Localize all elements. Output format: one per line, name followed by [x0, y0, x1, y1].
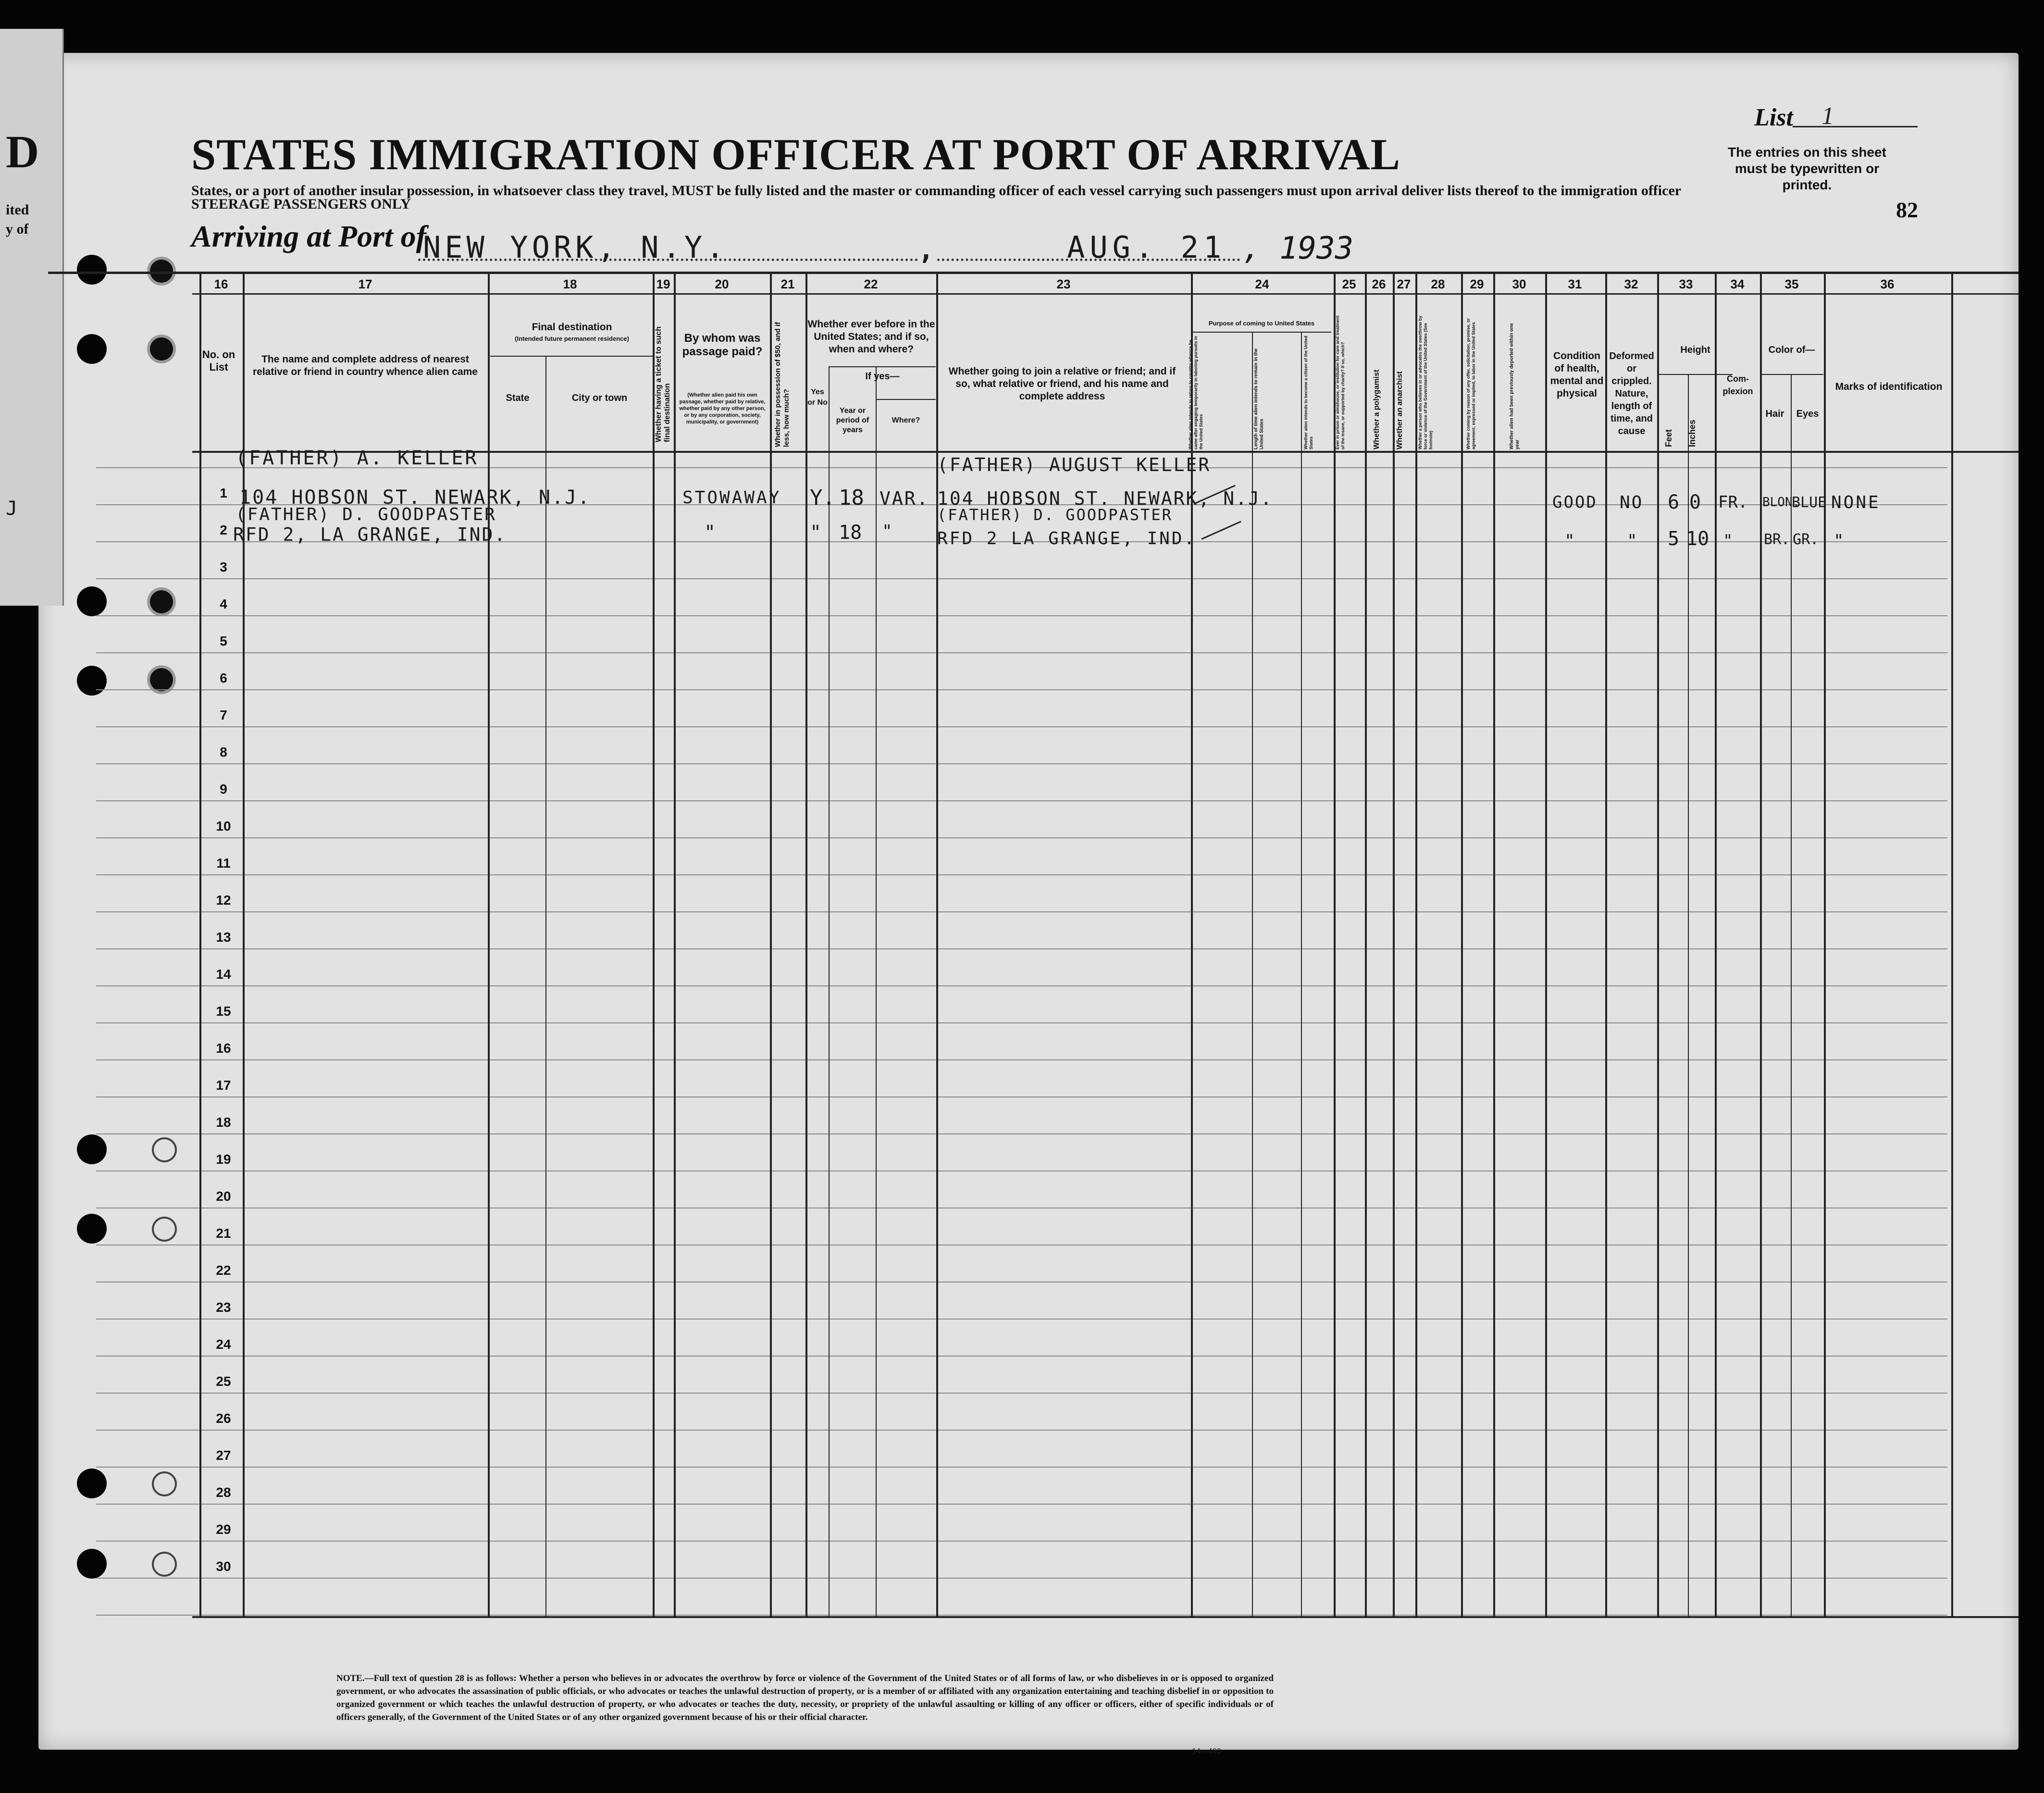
column-line [1393, 272, 1395, 1618]
row-number: 7 [220, 708, 227, 722]
column-number: 20 [715, 277, 729, 291]
header-final-destination: Final destination [532, 322, 612, 333]
date-value: AUG. 21 [1067, 230, 1226, 265]
row-number: 16 [216, 1041, 231, 1056]
row2-feet: 5 [1668, 528, 1680, 550]
column-line [653, 272, 655, 1618]
punch-ring [152, 1552, 177, 1577]
punch-hole [77, 1469, 107, 1498]
row-rule [96, 1319, 1947, 1320]
row2-eyes: GR. [1793, 531, 1819, 548]
column-number: 25 [1342, 277, 1356, 291]
column-line [829, 366, 830, 1618]
row-number: 20 [216, 1189, 231, 1204]
row-number: 28 [216, 1485, 231, 1500]
punch-hole [77, 334, 107, 364]
row-number: 2 [220, 523, 227, 537]
column-line [1301, 332, 1302, 1618]
column-number: 33 [1679, 277, 1693, 291]
row2-marks: " [1833, 531, 1844, 551]
row1-passage-paid: STOWAWAY [682, 488, 781, 508]
row-rule [96, 1170, 1947, 1171]
column-number: 22 [864, 277, 878, 291]
header-if-yes: If yes— [865, 371, 900, 382]
column-number: 26 [1372, 277, 1386, 291]
column-line [1791, 374, 1792, 1618]
row-number: 29 [216, 1522, 231, 1537]
form-subtitle: States, or a port of another insular possession, in whatsoever class they travel, MUST be fully listed and the master or commanding officer of each vessel carrying such passengers must upon arrival deliver lists thereof to the immigration officer [191, 183, 1682, 199]
column-line [1605, 272, 1607, 1618]
row-number: 5 [220, 634, 227, 648]
row-number: 4 [220, 597, 227, 611]
row-rule [96, 1615, 1947, 1616]
column-number: 17 [358, 277, 372, 291]
row-number: 11 [216, 856, 231, 871]
row1-eyes: BLUE [1792, 494, 1827, 511]
row-rule [96, 1467, 1947, 1468]
form-number: 14—490 [1192, 1747, 1221, 1756]
header-hair: Hair [1765, 409, 1784, 419]
column-number: 23 [1056, 277, 1071, 291]
column-line [1365, 272, 1367, 1618]
left-page-fragment [0, 29, 64, 606]
column-line [1461, 272, 1463, 1618]
row1-join-name: (FATHER) AUGUST KELLER [937, 454, 1211, 475]
date-comma: , [918, 235, 934, 266]
row-number: 19 [216, 1152, 231, 1167]
row2-years: 18 [839, 522, 862, 544]
column-line [805, 272, 807, 1618]
punch-hole [77, 1549, 107, 1579]
column-line [1415, 272, 1417, 1618]
row1-yes-no: Y. [810, 486, 835, 510]
row2-passage-paid: " [704, 522, 716, 544]
punch-hole [150, 260, 173, 283]
row1-where: VAR. [880, 488, 929, 509]
header-final-destination-note: (Intended future permanent residence) [515, 335, 629, 342]
row-rule [96, 837, 1947, 838]
row-rule [96, 1541, 1947, 1542]
row-number: 6 [220, 671, 227, 685]
row1-feet: 6 [1668, 491, 1680, 513]
column-line [876, 366, 877, 1618]
final-dest-divider [490, 356, 654, 357]
column-number: 36 [1880, 277, 1895, 291]
left-fragment-text-2: y of [6, 221, 29, 237]
column-number: 16 [214, 277, 228, 291]
row2-relative-address: RFD 2, LA GRANGE, IND. [233, 524, 507, 545]
port-value: NEW YORK, N.Y. [423, 230, 728, 265]
row-number: 12 [216, 893, 231, 908]
row1-deformed: NO [1620, 493, 1644, 512]
punch-ring [152, 1471, 177, 1496]
list-underline [1793, 126, 1918, 127]
colnum-divider [192, 293, 2019, 295]
punch-hole [77, 666, 107, 696]
row2-join-name: (FATHER) D. GOODPASTER [937, 506, 1173, 524]
column-number: 21 [780, 277, 795, 291]
column-number: 19 [656, 277, 670, 291]
column-number: 35 [1784, 277, 1799, 291]
list-number: 1 [1821, 102, 1834, 130]
column-number: 27 [1397, 277, 1411, 291]
header-feet: Feet [1664, 429, 1673, 447]
table-bottom-border [192, 1616, 2019, 1618]
header-years: Year or period of years [836, 407, 869, 434]
header-prison-almshouse: Ever in prison or almshouse, or institution for care and treatment of the insane, or supported by charity? If so, which? [1335, 315, 1345, 449]
row-rule [96, 1022, 1947, 1023]
row-number: 15 [216, 1004, 231, 1019]
row-number: 21 [216, 1226, 231, 1241]
row2-hair: BR. [1764, 531, 1790, 548]
purpose-divider [1192, 332, 1331, 333]
left-fragment-letter: D [6, 126, 39, 177]
left-margin-text: J [6, 498, 18, 520]
row-rule [96, 578, 1947, 579]
row2-health: " [1564, 531, 1575, 551]
column-number: 18 [563, 277, 577, 291]
header-inches: Inches [1687, 419, 1697, 447]
color-divider [1760, 374, 1823, 375]
column-number: 29 [1470, 277, 1484, 291]
column-line [488, 272, 490, 1618]
ifyes-divider [829, 366, 936, 367]
header-fifty-dollars: Whether in possession of $50, and if less, how much? [774, 322, 791, 447]
punch-hole [150, 337, 173, 361]
row1-health: GOOD [1552, 493, 1598, 512]
row-number: 10 [216, 819, 231, 834]
header-state: State [506, 393, 530, 403]
header-ever-before: Whether ever before in the United States; and if so, when and where? [807, 319, 935, 355]
row-rule [96, 615, 1947, 616]
row-rule [96, 874, 1947, 875]
punch-hole [150, 590, 173, 613]
column-line [1334, 272, 1336, 1618]
column-line [1715, 272, 1717, 1618]
row-number: 14 [216, 967, 231, 982]
column-line [674, 272, 676, 1618]
column-number: 30 [1512, 277, 1526, 291]
header-purpose: Purpose of coming to United States [1208, 320, 1315, 327]
header-no-on-list: No. on List [202, 349, 235, 373]
footnote: NOTE.—Full text of question 28 is as follows: Whether a person who believes in or advocates the overthrow by force or violence of the Government of the United States or of all forms of law, or who disbelieves in or is opposed to organized government, or who advocates the assassination of public officials, or who advocates or teaches the unlawful destruction of property, or is a member of or affiliated with any organization entertaining and teaching disbelief in or opposition to organized government or which teaches the unlawful destruction of property, or who advocates or teaches the duty, necessity, or propriety of the unlawful assaulting or killing of any officer or officers, either of specific individuals or of officers generally, of the Government of the United States or of any other organized government because of his or their official character. [336, 1673, 1274, 1722]
form-subtitle-steerage: STEERAGE PASSENGERS ONLY [191, 196, 411, 212]
row2-relative-name: (FATHER) D. GOODPASTER [235, 505, 496, 524]
header-marks: Marks of identification [1835, 381, 1943, 392]
row-number: 13 [216, 930, 231, 945]
column-line [1545, 272, 1547, 1618]
row1-relative-address: 104 HOBSON ST. NEWARK, N.J. [239, 486, 591, 509]
punch-hole [77, 1214, 107, 1244]
row-number: 27 [216, 1448, 231, 1463]
row-rule [96, 800, 1947, 801]
header-complexion: Com-plexion [1722, 374, 1753, 396]
row-rule [96, 726, 1947, 727]
row-number: 8 [220, 745, 227, 760]
row2-complexion: " [1723, 531, 1733, 550]
row-number: 18 [216, 1115, 231, 1130]
row2-yes-no: " [810, 522, 822, 544]
row1-complexion: FR. [1718, 493, 1748, 512]
column-line [1688, 374, 1689, 1618]
left-fragment-text-1: ited [6, 202, 29, 218]
row-rule [96, 652, 1947, 653]
row1-years: 18 [839, 486, 864, 510]
table-top-border [48, 272, 2019, 274]
header-passage-paid-note: (Whether alien paid his own passage, whether paid by relative, whether paid by any other person, or by any corporation, society, municipality, or government) [679, 392, 766, 425]
header-labor-offer: Whether coming by reason of any offer, solicitation, promise, or agreement, expressed or implied, to labor in the United States [1466, 318, 1476, 449]
row-number: 1 [220, 486, 227, 500]
header-intends-return: Whether alien intends to return to country whence he came after engaging temporarily in laboring pursuits in the United States [1188, 336, 1203, 449]
column-number: 28 [1431, 277, 1445, 291]
header-overthrow: Whether a person who believes in or advocates the overthrow by force or violence of the Government of the United States (See footnote) [1418, 315, 1433, 449]
row-number: 17 [216, 1078, 231, 1093]
list-label: List [1754, 104, 1793, 131]
ifyes-sub-divider [876, 399, 936, 400]
row2-join-address: RFD 2 LA GRANGE, IND. [937, 529, 1197, 548]
punch-hole [77, 586, 107, 616]
row-number: 9 [220, 782, 227, 797]
header-deported: Whether alien had been previously deported within one year [1509, 323, 1520, 449]
header-city: City or town [571, 393, 628, 403]
header-health: Condition of health, mental and physical [1550, 350, 1604, 399]
instructions: The entries on this sheet must be typewritten or printed. [1728, 145, 1886, 192]
column-number: 34 [1730, 277, 1745, 291]
column-line [1760, 272, 1762, 1618]
row1-marks: NONE [1831, 493, 1881, 512]
column-number: 32 [1624, 277, 1638, 291]
punch-hole [150, 668, 173, 691]
row-number: 30 [216, 1559, 231, 1574]
header-passage-paid: By whom was passage paid? [682, 332, 763, 358]
column-line [545, 356, 546, 1618]
header-polygamist: Whether a polygamist [1373, 369, 1381, 449]
header-length-of-stay: Length of time alien intends to remain in the United States [1253, 348, 1264, 449]
header-relative-in-origin: The name and complete address of nearest relative or friend in country whence alien came [253, 354, 478, 377]
row-rule [96, 1578, 1947, 1579]
column-line [770, 272, 772, 1618]
header-anarchist: Whether an anarchist [1396, 371, 1404, 449]
row-rule [96, 689, 1947, 690]
punch-ring [152, 1217, 177, 1242]
row-number: 25 [216, 1374, 231, 1389]
header-height: Height [1680, 345, 1710, 355]
header-deformed: Deformed or crippled. Nature, length of time, and cause [1609, 351, 1654, 436]
row-number: 26 [216, 1411, 231, 1426]
row1-relative-name: (FATHER) A. KELLER [235, 447, 479, 469]
row-number: 22 [216, 1263, 231, 1278]
arriving-label: Arriving at Port of [191, 219, 426, 253]
row-rule [96, 948, 1947, 949]
row1-inches: 0 [1689, 491, 1701, 513]
row2-deformed: " [1627, 531, 1637, 551]
row-number: 24 [216, 1337, 231, 1352]
row-rule [96, 985, 1947, 986]
row-rule [96, 911, 1947, 912]
row-rule [96, 1133, 1947, 1134]
column-line [1657, 272, 1659, 1618]
punch-hole [77, 1134, 107, 1164]
row2-inches: 10 [1686, 528, 1710, 550]
header-going-to-join: Whether going to join a relative or friend; and if so, what relative or friend, and his name and complete address [948, 366, 1176, 402]
column-line [1252, 332, 1253, 1618]
header-yes-no: Yes or No [807, 388, 828, 407]
row-rule [96, 1356, 1947, 1357]
row2-where: " [882, 522, 892, 541]
row-number: 23 [216, 1300, 231, 1315]
row-number: 3 [220, 560, 227, 574]
row-rule [96, 1096, 1947, 1097]
row-rule [96, 1430, 1947, 1431]
header-color-of: Color of— [1768, 345, 1815, 355]
punch-ring [152, 1137, 177, 1162]
row-rule [96, 1504, 1947, 1505]
column-number: 24 [1255, 277, 1269, 291]
column-line [1951, 272, 1953, 1618]
column-line [1493, 272, 1495, 1618]
header-ticket: Whether having a ticket to such final destination [655, 326, 671, 442]
row-rule [96, 763, 1947, 764]
column-number: 31 [1568, 277, 1582, 291]
row-rule [96, 1059, 1947, 1060]
punch-hole [77, 255, 107, 285]
page-number: 82 [1896, 198, 1918, 222]
row-rule [96, 1393, 1947, 1394]
year-value: , 1933 [1242, 231, 1354, 266]
row1-hair: BLON. [1762, 495, 1800, 510]
document-page [38, 53, 2019, 1750]
row1-join-address: 104 HOBSON ST. NEWARK, N.J. [937, 488, 1273, 509]
column-line [1824, 272, 1826, 1618]
column-line [199, 272, 201, 1618]
header-intends-citizen: Whether alien intends to become a citizen of the United States [1303, 336, 1313, 449]
header-where: Where? [892, 416, 920, 424]
header-eyes: Eyes [1796, 409, 1819, 419]
form-title: STATES IMMIGRATION OFFICER AT PORT OF ARRIVAL [191, 130, 1400, 179]
